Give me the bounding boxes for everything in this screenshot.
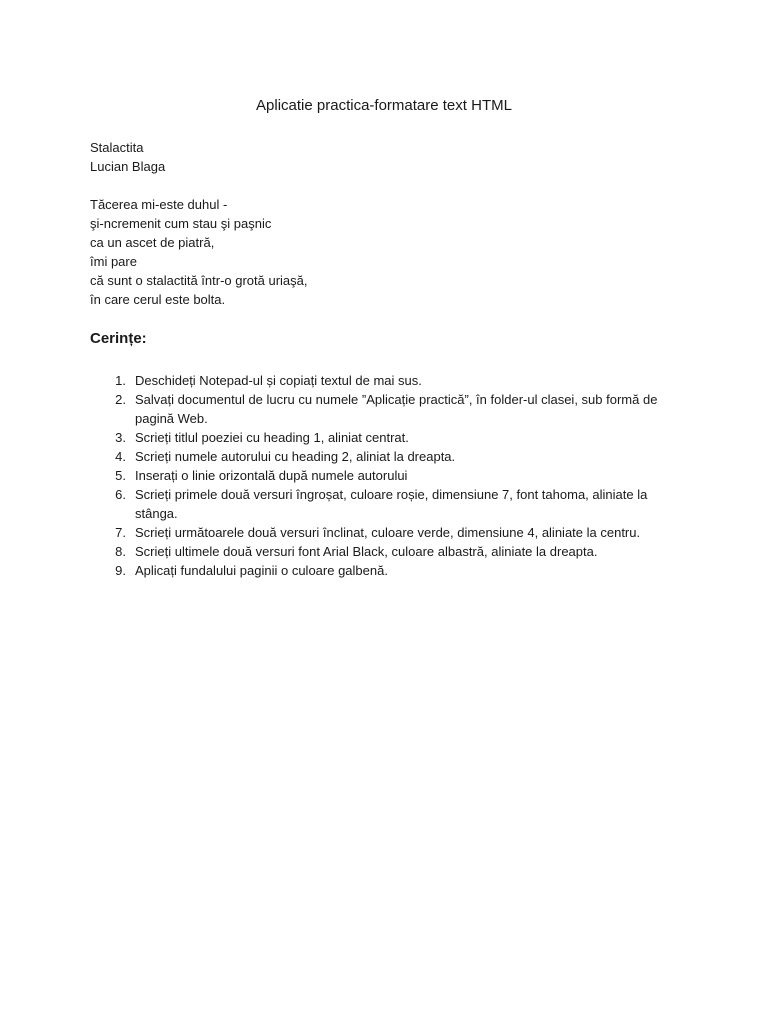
list-item-text: Scrieți primele două versuri îngroșat, culoare roșie, dimensiune 7, font tahoma, aliniate la stânga. — [135, 487, 648, 521]
requirements-list — [90, 371, 685, 580]
list-item-number: 4 . — [90, 447, 135, 466]
list-item-text: Scrieți titlul poeziei cu heading 1, aliniat centrat. — [135, 430, 409, 445]
list-item-number: 2 . — [90, 390, 135, 409]
poem-verse: ca un ascet de piatră, — [90, 235, 215, 250]
list-item — [90, 428, 685, 447]
list-item-number: 3 . — [90, 428, 135, 447]
poem-title: Stalactita — [90, 140, 144, 155]
poem-author: Lucian Blaga — [90, 159, 166, 174]
list-item — [90, 561, 685, 580]
poem-verse: că sunt o stalactită într-o grotă uriaşă, — [90, 273, 308, 288]
list-item-text: Scrieți numele autorului cu heading 2, aliniat la dreapta. — [135, 449, 456, 464]
list-item-text: Scrieți ultimele două versuri font Arial Black, culoare albastră, aliniate la dreapta. — [135, 544, 598, 559]
document-title: Aplicatie practica-formatare text HTML — [256, 97, 512, 114]
list-item-number: 8 . — [90, 542, 135, 561]
list-item-number: 5 . — [90, 466, 135, 485]
poem-verse: Tăcerea mi-este duhul - — [90, 197, 228, 212]
list-item-text: Salvați documentul de lucru cu numele ”Aplicație practică”, în folder-ul clasei, sub formă de pagină Web. — [135, 392, 658, 426]
list-item-text: Aplicați fundalului paginii o culoare galbenă. — [135, 563, 388, 578]
list-item-number: 1 . — [90, 371, 135, 390]
requirements-heading: Cerințe: — [90, 330, 147, 347]
list-item — [90, 390, 685, 428]
list-item-number: 6 . — [90, 485, 135, 504]
poem-spacer — [90, 176, 308, 195]
poem-verse: şi-ncremenit cum stau şi paşnic — [90, 216, 272, 231]
list-item — [90, 523, 685, 542]
list-item-number: 9 . — [90, 561, 135, 580]
list-item — [90, 485, 685, 523]
list-item-number: 7 . — [90, 523, 135, 542]
list-item-text: Inserați o linie orizontală după numele autorului — [135, 468, 408, 483]
list-item-text: Scrieți următoarele două versuri înclinat, culoare verde, dimensiune 4, aliniate la centru. — [135, 525, 641, 540]
poem-verse: în care cerul este bolta. — [90, 292, 226, 307]
list-item — [90, 371, 685, 390]
poem-block — [90, 138, 308, 309]
poem-verse: îmi pare — [90, 254, 137, 269]
list-item — [90, 466, 685, 485]
list-item — [90, 447, 685, 466]
list-item — [90, 542, 685, 561]
list-item-text: Deschideți Notepad-ul și copiați textul de mai sus. — [135, 373, 422, 388]
